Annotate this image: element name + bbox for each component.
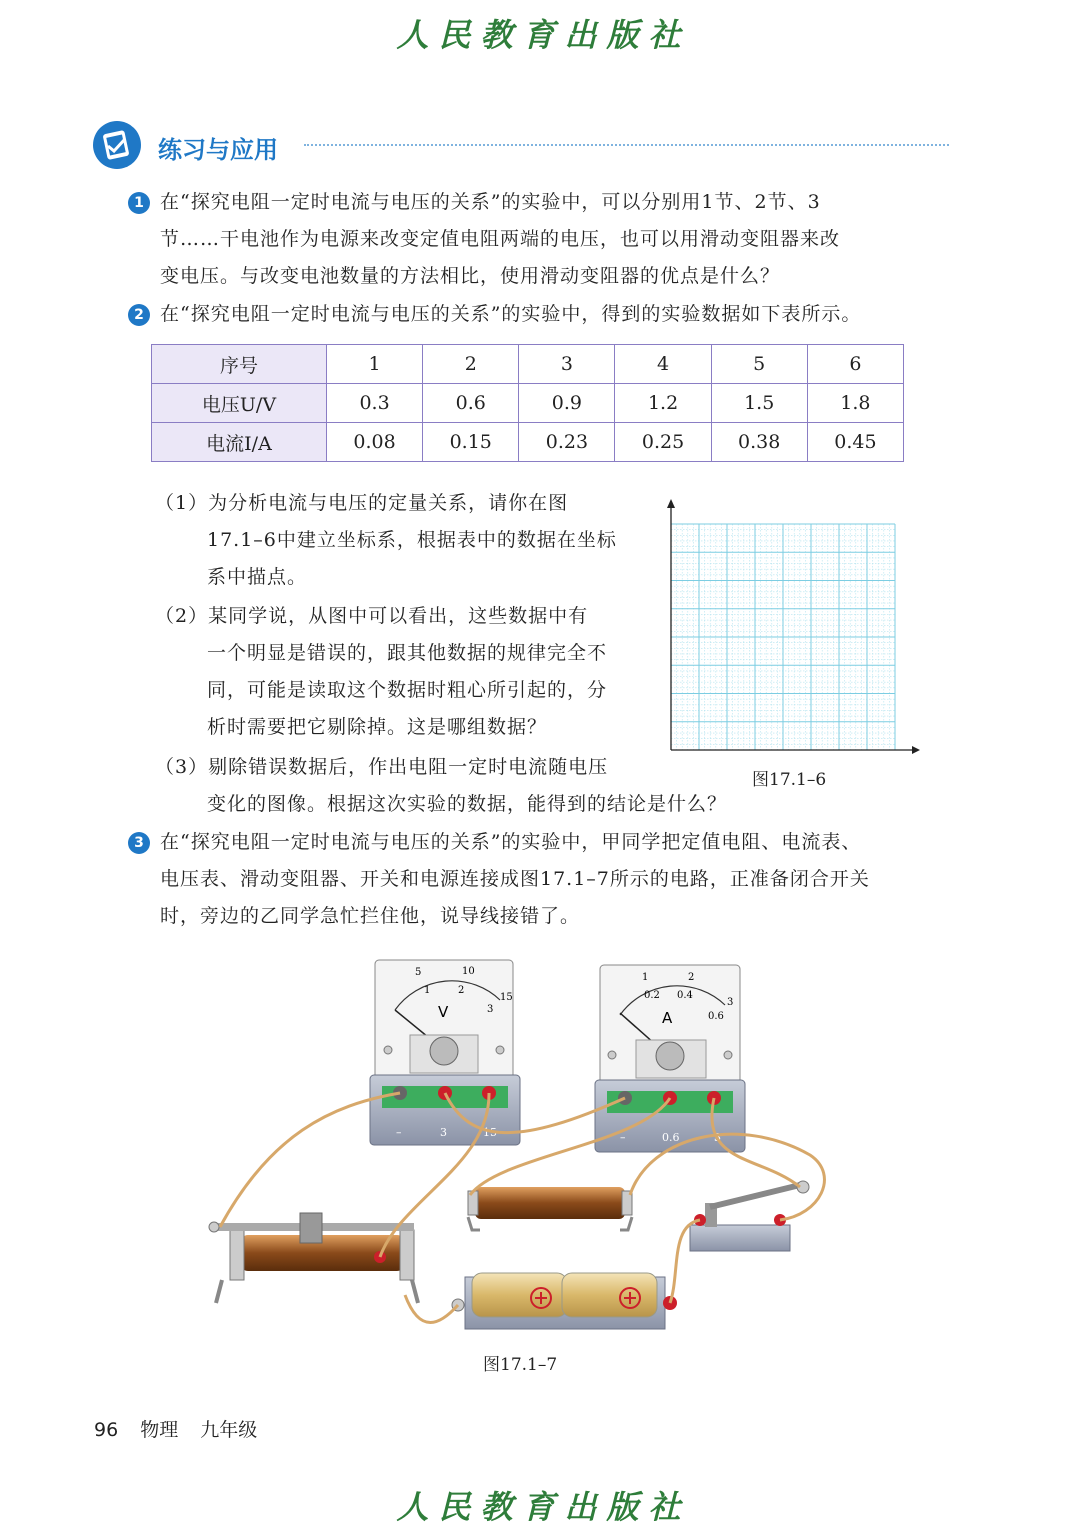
table-cell: 2 xyxy=(423,345,519,384)
sub1-line: 系中描点。 xyxy=(207,566,308,588)
circuit-illustration xyxy=(200,955,840,1340)
v-scale-lower: 2 xyxy=(458,985,465,996)
ammeter xyxy=(595,965,745,1152)
q1-line-1: 在“探究电阻一定时电流与电压的关系”的实验中，可以分别用1节、2节、3 xyxy=(160,191,821,213)
a-terminal: – xyxy=(620,1131,626,1144)
table-cell: 0.08 xyxy=(327,423,423,462)
sub-question-1 xyxy=(155,485,617,596)
table-cell: 0.45 xyxy=(807,423,903,462)
table-cell: 0.25 xyxy=(615,423,711,462)
v-scale-upper: 10 xyxy=(462,966,475,977)
voltmeter xyxy=(370,960,520,1145)
table-cell: 5 xyxy=(711,345,807,384)
sub2-line: 析时需要把它剔除掉。这是哪组数据？ xyxy=(207,716,548,738)
table-cell: 0.3 xyxy=(327,384,423,423)
a-terminal: 3 xyxy=(714,1131,721,1144)
question-2-intro: 在“探究电阻一定时电流与电压的关系”的实验中，得到的实验数据如下表所示。 xyxy=(160,303,862,325)
section-title: 练习与应用 xyxy=(158,136,278,164)
subject-label: 物理 xyxy=(140,1419,179,1441)
table-row xyxy=(152,384,904,423)
question-2-number: 2 xyxy=(128,304,150,326)
table-cell: 4 xyxy=(615,345,711,384)
v-terminal: – xyxy=(396,1126,402,1139)
table-cell: 0.9 xyxy=(519,384,615,423)
table-cell: 电压U/V xyxy=(152,384,327,423)
q1-line-2: 节……干电池作为电源来改变定值电阻两端的电压，也可以用滑动变阻器来改 xyxy=(160,228,841,250)
v-scale-upper: 5 xyxy=(415,967,422,978)
publisher-footer: 人民教育出版社 xyxy=(396,1488,691,1526)
question-3-number: 3 xyxy=(128,832,150,854)
fixed-resistor xyxy=(468,1187,632,1230)
table-cell: 序号 xyxy=(152,345,327,384)
table-cell: 6 xyxy=(807,345,903,384)
sub1-line: 17.1–6中建立坐标系，根据表中的数据在坐标 xyxy=(207,529,617,551)
coordinate-grid xyxy=(660,498,920,760)
table-row xyxy=(152,345,904,384)
table-cell: 1.2 xyxy=(615,384,711,423)
a-unit: A xyxy=(662,1009,673,1027)
a-scale-lower: 0.2 xyxy=(644,990,660,1001)
a-scale-upper: 2 xyxy=(688,972,695,983)
table-cell: 0.38 xyxy=(711,423,807,462)
q3-line-3: 时，旁边的乙同学急忙拦住他，说导线接错了。 xyxy=(160,905,581,927)
v-scale-upper: 15 xyxy=(500,992,513,1003)
sub-question-3 xyxy=(155,749,727,823)
question-1-text xyxy=(160,184,840,295)
table-cell: 1.5 xyxy=(711,384,807,423)
page-footer xyxy=(94,1415,273,1442)
table-row xyxy=(152,423,904,462)
battery xyxy=(452,1273,677,1329)
v-scale-lower: 1 xyxy=(424,985,431,996)
sub1-line: （1）为分析电流与电压的定量关系，请你在图 xyxy=(155,492,569,514)
publisher-header: 人民教育出版社 xyxy=(396,16,691,54)
v-scale-lower: 3 xyxy=(487,1004,494,1015)
table-cell: 0.23 xyxy=(519,423,615,462)
sub-question-2 xyxy=(155,598,607,746)
sub2-line: 一个明显是错误的，跟其他数据的规律完全不 xyxy=(207,642,608,664)
a-scale-lower: 0.6 xyxy=(708,1011,724,1022)
q3-line-1: 在“探究电阻一定时电流与电压的关系”的实验中，甲同学把定值电阻、电流表、 xyxy=(160,831,862,853)
data-table xyxy=(151,344,904,462)
section-header xyxy=(92,120,952,172)
table-cell: 0.15 xyxy=(423,423,519,462)
dotted-divider xyxy=(304,144,949,146)
a-scale-upper: 3 xyxy=(727,997,734,1008)
table-cell: 1 xyxy=(327,345,423,384)
grade-label: 九年级 xyxy=(200,1419,258,1441)
sub3-line: （3）剔除错误数据后，作出电阻一定时电流随电压 xyxy=(155,756,609,778)
figure-7-caption: 图17.1–7 xyxy=(483,1355,558,1375)
q1-line-3: 变电压。与改变电池数量的方法相比，使用滑动变阻器的优点是什么？ xyxy=(160,265,781,287)
v-unit: V xyxy=(438,1003,449,1021)
a-scale-upper: 1 xyxy=(642,972,649,983)
sub2-line: 同，可能是读取这个数据时粗心所引起的，分 xyxy=(207,679,608,701)
question-3-text xyxy=(160,824,870,935)
v-terminal: 15 xyxy=(483,1126,497,1139)
rheostat xyxy=(209,1213,418,1303)
sub2-line: （2）某同学说，从图中可以看出，这些数据中有 xyxy=(155,605,589,627)
figure-6-caption: 图17.1–6 xyxy=(752,770,827,790)
table-cell: 1.8 xyxy=(807,384,903,423)
table-cell: 0.6 xyxy=(423,384,519,423)
question-1-number: 1 xyxy=(128,192,150,214)
switch xyxy=(690,1181,809,1251)
a-scale-lower: 0.4 xyxy=(677,990,693,1001)
clipboard-icon xyxy=(92,120,142,170)
page-number: 96 xyxy=(94,1419,119,1441)
q3-line-2: 电压表、滑动变阻器、开关和电源连接成图17.1–7所示的电路，正准备闭合开关 xyxy=(160,868,870,890)
v-terminal: 3 xyxy=(440,1126,447,1139)
table-cell: 3 xyxy=(519,345,615,384)
a-terminal: 0.6 xyxy=(662,1131,680,1144)
table-cell: 电流I/A xyxy=(152,423,327,462)
sub3-line: 变化的图像。根据这次实验的数据，能得到的结论是什么？ xyxy=(207,793,728,815)
